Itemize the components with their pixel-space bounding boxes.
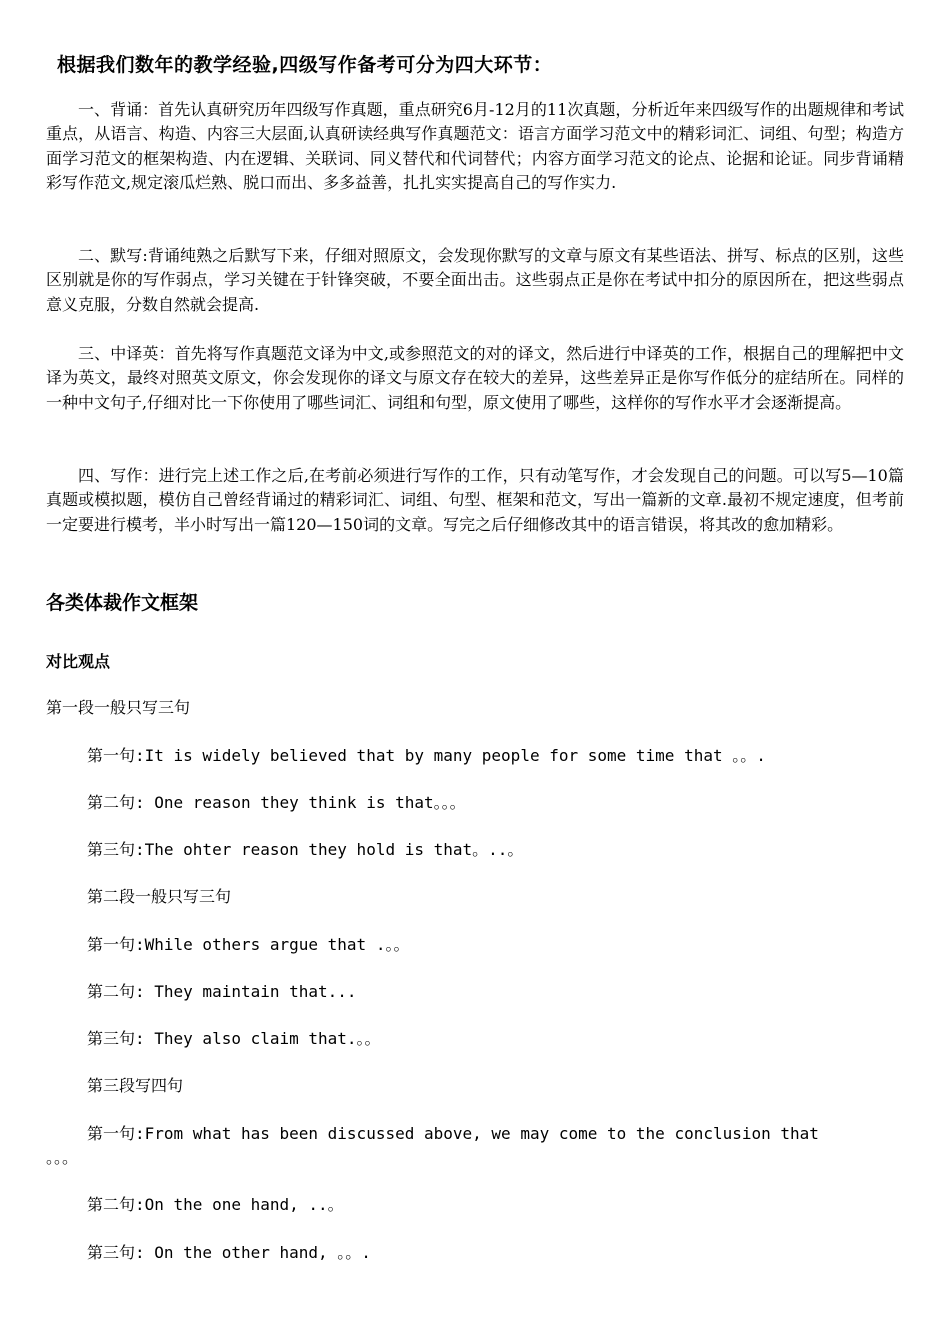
section-title: 各类体裁作文框架 (46, 592, 199, 614)
subsection-title: 对比观点 (46, 652, 111, 671)
step-recite-paragraph: 一、背诵：首先认真研究历年四级写作真题，重点研究6月-12月的11次真题，分析近年来四级写作的出题规律和考试重点，从语言、构造、内容三大层面,认真研读经典写作真题范文：语言方面学习范文中的精彩词汇、词组、句型；构造方面学习范文的框架构造、内在逻辑、关联词、同义替代和代词替代；内容方面学习范文的论点、论据和论证。同步背诵精彩写作范文,规定滚瓜烂熟、脱口而出、多多益善，扎扎实实提高自己的写作实力. (46, 100, 904, 192)
outline-sentence: 第三句: On the other hand, 。。. (87, 1243, 371, 1262)
step-translation-paragraph: 三、中译英：首先将写作真题范文译为中文,或参照范文的对的译文，然后进行中译英的工作，根据自己的理解把中文译为英文，最终对照英文原文，你会发现你的译文与原文存在较大的差异，这些差异正是你写作低分的症结所在。同样的一种中文句子,仔细对比一下你使用了哪些词汇、词组和句型，原文使用了哪些，这样你的写作水平才会逐渐提高。 (46, 344, 904, 412)
outline-sentence: 第二句:On the one hand, ..。 (87, 1195, 344, 1214)
outline-sentence: 第一句:From what has been discussed above, we may come to the conclusion that (87, 1124, 819, 1143)
step-dictation-paragraph: 二、默写:背诵纯熟之后默写下来，仔细对照原文，会发现你默写的文章与原文有某些语法、拼写、标点的区别，这些区别就是你的写作弱点，学习关键在于针锋突破，不要全面出击。这些弱点正是你在考试中扣分的原因所在，把这些弱点意义克服，分数自然就会提高. (46, 246, 904, 314)
step-writing-paragraph: 四、写作：进行完上述工作之后,在考前必须进行写作的工作，只有动笔写作，才会发现自己的问题。可以写5—10篇真题或模拟题，模仿自己曾经背诵过的精彩词汇、词组、句型、框架和范文，写出一篇新的文章.最初不规定速度，但考前一定要进行模考，半小时写出一篇120—150词的文章。写完之后仔细修改其中的语言错误，将其改的愈加精彩。 (46, 466, 904, 534)
outline-paragraph-2-note: 第二段一般只写三句 (87, 887, 232, 906)
outline-sentence: 第一句:It is widely believed that by many people for some time that 。。. (87, 746, 766, 765)
outline-sentence: 第一句:While others argue that .。。 (87, 935, 410, 954)
outline-sentence-continuation: 。。。 (46, 1148, 79, 1167)
main-heading: 根据我们数年的教学经验,四级写作备考可分为四大环节： (57, 54, 553, 76)
outline-sentence: 第二句: They maintain that... (87, 982, 357, 1001)
outline-sentence: 第三句: They also claim that.。。 (87, 1029, 381, 1048)
outline-paragraph-1-note: 第一段一般只写三句 (46, 698, 191, 717)
outline-sentence: 第三句:The ohter reason they hold is that。..。 (87, 840, 524, 859)
outline-sentence: 第二句: One reason they think is that。。。 (87, 793, 466, 812)
outline-paragraph-3-note: 第三段写四句 (87, 1076, 184, 1095)
